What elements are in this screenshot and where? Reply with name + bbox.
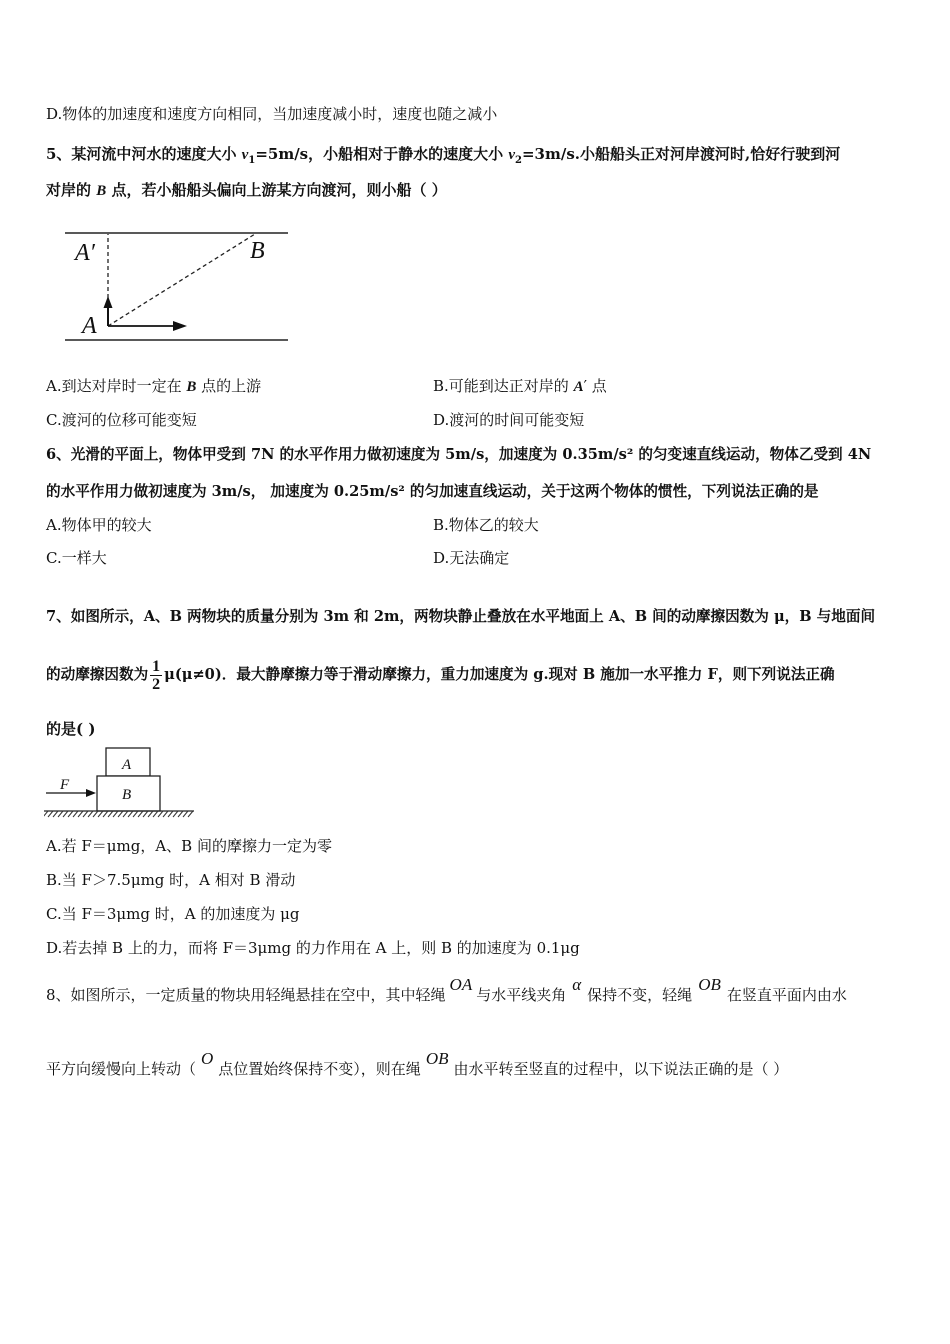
q7-option-b: B.当 F＞7.5μmg 时，A 相对 B 滑动	[46, 871, 296, 889]
hatch-line	[73, 811, 78, 817]
q5-opt-text: 点的上游	[196, 377, 262, 395]
q8-text: 在竖直平面内由水	[726, 986, 847, 1004]
q8-stem-line1	[46, 975, 847, 1005]
q6-stem-line2: 的水平作用力做初速度为 3m/s， 加速度为 0.25m/s² 的匀加速直线运动，关于这两个物体的惯性，下列说法正确的是	[46, 483, 819, 500]
fraction-numerator: 1	[152, 657, 161, 675]
q8-ob: OB	[425, 1049, 449, 1068]
hatch-line	[78, 811, 83, 817]
hatch-line	[138, 811, 143, 817]
q5-point-b: B	[96, 183, 107, 199]
q5-stem-line2	[46, 179, 447, 200]
q6-option-b: B.物体乙的较大	[433, 516, 539, 534]
q8-oa: OA	[449, 975, 473, 994]
q6-option-d: D.无法确定	[433, 549, 510, 567]
q7-stem-line2	[46, 655, 835, 695]
hatch-line	[188, 811, 193, 817]
q5-v2: v	[508, 147, 516, 163]
q7-stem-line3: 的是( )	[46, 720, 96, 738]
stacked-blocks-figure	[44, 745, 196, 821]
q8-text: 与水平线夹角	[476, 986, 567, 1004]
q8-text: 保持不变，轻绳	[587, 986, 693, 1004]
hatch-line	[158, 811, 163, 817]
arrowhead-right-icon	[86, 789, 96, 797]
q5-opt-text: B.可能到达正对岸的	[433, 377, 574, 395]
hatch-line	[123, 811, 128, 817]
q7-option-c: C.当 F＝3μmg 时，A 的加速度为 μg	[46, 905, 300, 923]
q5-point-b: B	[186, 379, 197, 395]
q8-text: 点位置始终保持不变），则在绳	[218, 1060, 421, 1078]
label-f: F	[60, 777, 70, 793]
hatch-line	[63, 811, 68, 817]
hatch-line	[173, 811, 178, 817]
q5-option-a	[46, 375, 261, 396]
label-a: A	[122, 757, 132, 773]
q5-text: 5、某河流中河水的速度大小	[46, 145, 242, 163]
q8-text: 8、如图所示，一定质量的物块用轻绳悬挂在空中，其中轻绳	[46, 986, 446, 1004]
hatch-line	[163, 811, 168, 817]
q8-ob: OB	[698, 975, 721, 994]
q5-text: 对岸的	[46, 181, 97, 199]
q5-text: 点，若小船船头偏向上游某方向渡河，则小船（ ）	[106, 181, 447, 199]
arrowhead-up-icon	[104, 296, 113, 308]
hatch-line	[143, 811, 148, 817]
hatch-line	[128, 811, 133, 817]
q6-option-c: C.一样大	[46, 549, 107, 567]
ground-hatch	[44, 811, 193, 817]
q8-stem-line2	[46, 1049, 789, 1079]
q6-option-a: A.物体甲的较大	[46, 516, 152, 534]
q5-text: =3m/s.小船船头正对河岸渡河时,恰好行驶到河	[521, 145, 841, 163]
hatch-line	[48, 811, 53, 817]
label-a: A	[82, 313, 97, 339]
q7-text: μ(μ≠0)．最大静摩擦力等于滑动摩擦力，重力加速度为 g.现对 B 施加一水平推力 F，则下列说法正确	[164, 666, 835, 683]
hatch-line	[148, 811, 153, 817]
label-a-prime: A′	[75, 240, 95, 266]
q7-option-d: D.若去掉 B 上的力，而将 F＝3μmg 的力作用在 A 上，则 B 的加速度为 0.1μg	[46, 939, 580, 957]
hatch-line	[68, 811, 73, 817]
arrowhead-right-icon	[173, 321, 187, 331]
q4-option-d: D.物体的加速度和速度方向相同，当加速度减小时，速度也随之减小	[46, 105, 498, 123]
q8-alpha: α	[572, 975, 582, 994]
hatch-line	[93, 811, 98, 817]
q5-point-a: A	[573, 379, 584, 395]
q5-option-c: C.渡河的位移可能变短	[46, 411, 197, 429]
label-b: B	[250, 238, 265, 264]
hatch-line	[83, 811, 88, 817]
hatch-line	[153, 811, 158, 817]
hatch-line	[178, 811, 183, 817]
q7-text: 的动摩擦因数为	[46, 666, 149, 683]
q7-option-a: A.若 F＝μmg，A、B 间的摩擦力一定为零	[46, 837, 332, 855]
q5-opt-text: A.到达对岸时一定在	[46, 377, 187, 395]
q8-text: 平方向缓慢向上转动（	[46, 1060, 197, 1078]
hatch-line	[118, 811, 123, 817]
hatch-line	[88, 811, 93, 817]
fraction-denominator: 2	[152, 675, 161, 693]
hatch-line	[133, 811, 138, 817]
q5-v2-sub: 2	[515, 155, 522, 166]
hatch-line	[53, 811, 58, 817]
q5-option-b	[433, 375, 607, 396]
q8-text: 由水平转至竖直的过程中，以下说法正确的是（ ）	[453, 1060, 789, 1078]
diagonal-dashed-line	[108, 234, 255, 326]
hatch-line	[103, 811, 108, 817]
q6-stem-line1: 6、光滑的平面上，物体甲受到 7N 的水平作用力做初速度为 5m/s，加速度为 0.35m/s² 的匀变速直线运动，物体乙受到 4N	[46, 446, 872, 463]
q7-stem-line1: 7、如图所示，A、B 两物块的质量分别为 3m 和 2m，两物块静止叠放在水平地面上 A、B 间的动摩擦因数为 μ，B 与地面间	[46, 608, 876, 625]
q5-stem-line1	[46, 143, 840, 166]
hatch-line	[44, 811, 48, 817]
q5-option-d: D.渡河的时间可能变短	[433, 411, 585, 429]
q5-text: =5m/s，小船相对于静水的速度大小	[255, 145, 509, 163]
q5-v1-sub: 1	[248, 155, 256, 166]
hatch-line	[168, 811, 173, 817]
hatch-line	[113, 811, 118, 817]
hatch-line	[183, 811, 188, 817]
hatch-line	[108, 811, 113, 817]
hatch-line	[98, 811, 103, 817]
q8-o: O	[201, 1049, 214, 1068]
q5-opt-text: ′ 点	[583, 377, 607, 395]
river-crossing-figure	[55, 222, 295, 347]
hatch-line	[58, 811, 63, 817]
q5-v1: v	[241, 147, 249, 163]
label-b: B	[122, 787, 132, 803]
fraction-one-half	[150, 658, 162, 693]
